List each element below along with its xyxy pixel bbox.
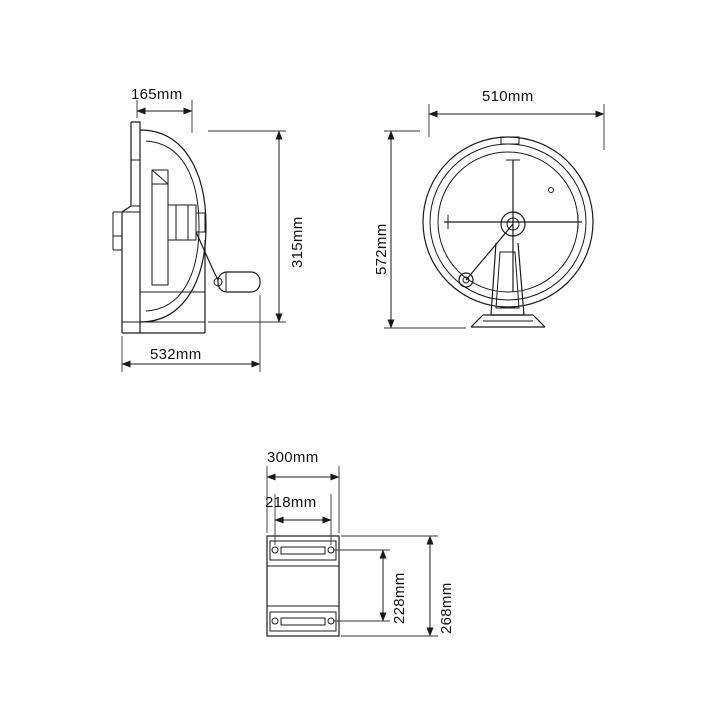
dimension-label-300mm: 300mm xyxy=(267,449,319,466)
side-view-geometry xyxy=(113,122,260,333)
dimension-label-268mm: 268mm xyxy=(438,582,455,634)
dimension-label-315mm: 315mm xyxy=(289,216,306,268)
mounting-plate-dimensions xyxy=(267,466,438,636)
dimension-label-572mm: 572mm xyxy=(373,223,390,275)
dimension-label-165mm: 165mm xyxy=(131,86,183,103)
dimension-label-532mm: 532mm xyxy=(150,346,202,363)
front-view-geometry xyxy=(423,137,593,327)
dimension-label-510mm: 510mm xyxy=(482,88,534,105)
dimension-label-228mm: 228mm xyxy=(391,572,408,624)
mounting-plate-geometry xyxy=(267,536,339,636)
dimension-label-218mm: 218mm xyxy=(265,494,317,511)
